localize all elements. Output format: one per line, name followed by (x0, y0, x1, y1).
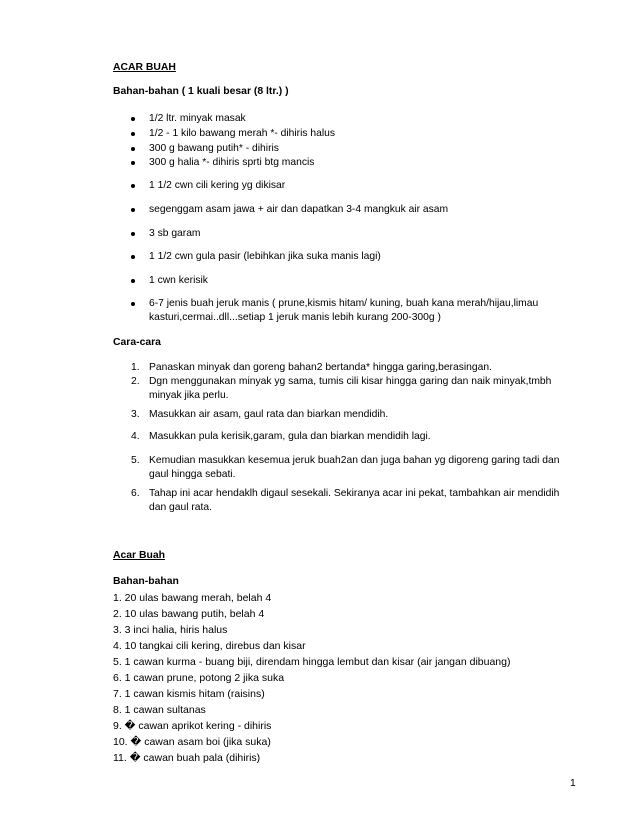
bullet-icon (131, 208, 135, 212)
list-item: 2. 10 ulas bawang putih, belah 4 (113, 608, 265, 620)
step-text: Masukkan air asam, gaul rata dan biarkan mendidih. (149, 409, 389, 420)
bullet-icon (131, 302, 135, 306)
step-text: Dgn menggunakan minyak yg sama, tumis cili kisar hingga garing dan naik minyak,tmbh (149, 376, 552, 387)
ingredient-item: 3 sb garam (149, 228, 201, 239)
ingredient-item: 300 g halia *- dihiris sprti btg mancis (149, 157, 315, 168)
bullet-icon (131, 117, 135, 121)
bullet-icon (131, 147, 135, 151)
page-number: 1 (570, 778, 576, 789)
list-item: 9. � cawan aprikot kering - dihiris (113, 720, 272, 732)
step-number: 5. (131, 455, 140, 466)
step-text: Kemudian masukkan kesemua jeruk buah2an dan juga bahan yg digoreng garing tadi dan (149, 455, 560, 466)
ingredient-item: 1 1/2 cwn gula pasir (lebihkan jika suka manis lagi) (149, 251, 381, 262)
bullet-icon (131, 232, 135, 236)
step-text: Panaskan minyak dan goreng bahan2 bertanda* hingga garing,berasingan. (149, 362, 492, 373)
step-text-continued: dan gaul rata. (149, 502, 212, 513)
ingredient-item-continued: kasturi,cermai..dll...setiap 1 jeruk manis lebih kurang 200-300g ) (149, 312, 441, 323)
method-heading: Cara-cara (113, 337, 161, 348)
ingredient-item: 1 1/2 cwn cili kering yg dikisar (149, 180, 286, 191)
bullet-icon (131, 161, 135, 165)
list-item: 8. 1 cawan sultanas (113, 704, 206, 716)
bullet-icon (131, 184, 135, 188)
step-number: 3. (131, 409, 140, 420)
list-item: 5. 1 cawan kurma - buang biji, direndam hingga lembut dan kisar (air jangan dibuang) (113, 656, 511, 668)
ingredient-item: segenggam asam jawa + air dan dapatkan 3-4 mangkuk air asam (149, 204, 449, 215)
ingredient-item: 1/2 - 1 kilo bawang merah *- dihiris halus (149, 128, 336, 139)
ingredient-item: 6-7 jenis buah jeruk manis ( prune,kismis hitam/ kuning, buah kana merah/hijau,limau (149, 298, 539, 309)
step-number: 6. (131, 488, 140, 499)
bullet-icon (131, 255, 135, 259)
step-number: 1. (131, 362, 140, 373)
ingredients-heading-2: Bahan-bahan (113, 576, 179, 587)
recipe-title-2: Acar Buah (113, 550, 165, 561)
bullet-icon (131, 279, 135, 283)
list-item: 7. 1 cawan kismis hitam (raisins) (113, 688, 265, 700)
step-text: Tahap ini acar hendaklh digaul sesekali. Sekiranya acar ini pekat, tambahkan air mendidih (149, 488, 560, 499)
ingredient-item: 1/2 ltr. minyak masak (149, 113, 246, 124)
step-text: Masukkan pula kerisik,garam, gula dan biarkan mendidih lagi. (149, 431, 431, 442)
list-item: 3. 3 inci halia, hiris halus (113, 624, 228, 636)
list-item: 4. 10 tangkai cili kering, direbus dan kisar (113, 640, 306, 652)
ingredient-item: 300 g bawang putih* - dihiris (149, 143, 279, 154)
step-number: 2. (131, 376, 140, 387)
list-item: 10. � cawan asam boi (jika suka) (113, 736, 271, 748)
step-text-continued: minyak jika perlu. (149, 390, 229, 401)
list-item: 11. � cawan buah pala (dihiris) (113, 752, 261, 764)
recipe-title: ACAR BUAH (113, 62, 176, 73)
list-item: 6. 1 cawan prune, potong 2 jika suka (113, 672, 285, 684)
list-item: 1. 20 ulas bawang merah, belah 4 (113, 592, 272, 604)
step-number: 4. (131, 431, 140, 442)
ingredients-heading: Bahan-bahan ( 1 kuali besar (8 ltr.) ) (113, 86, 289, 97)
step-text-continued: gaul hingga sebati. (149, 469, 236, 480)
ingredient-item: 1 cwn kerisik (149, 275, 208, 286)
bullet-icon (131, 132, 135, 136)
